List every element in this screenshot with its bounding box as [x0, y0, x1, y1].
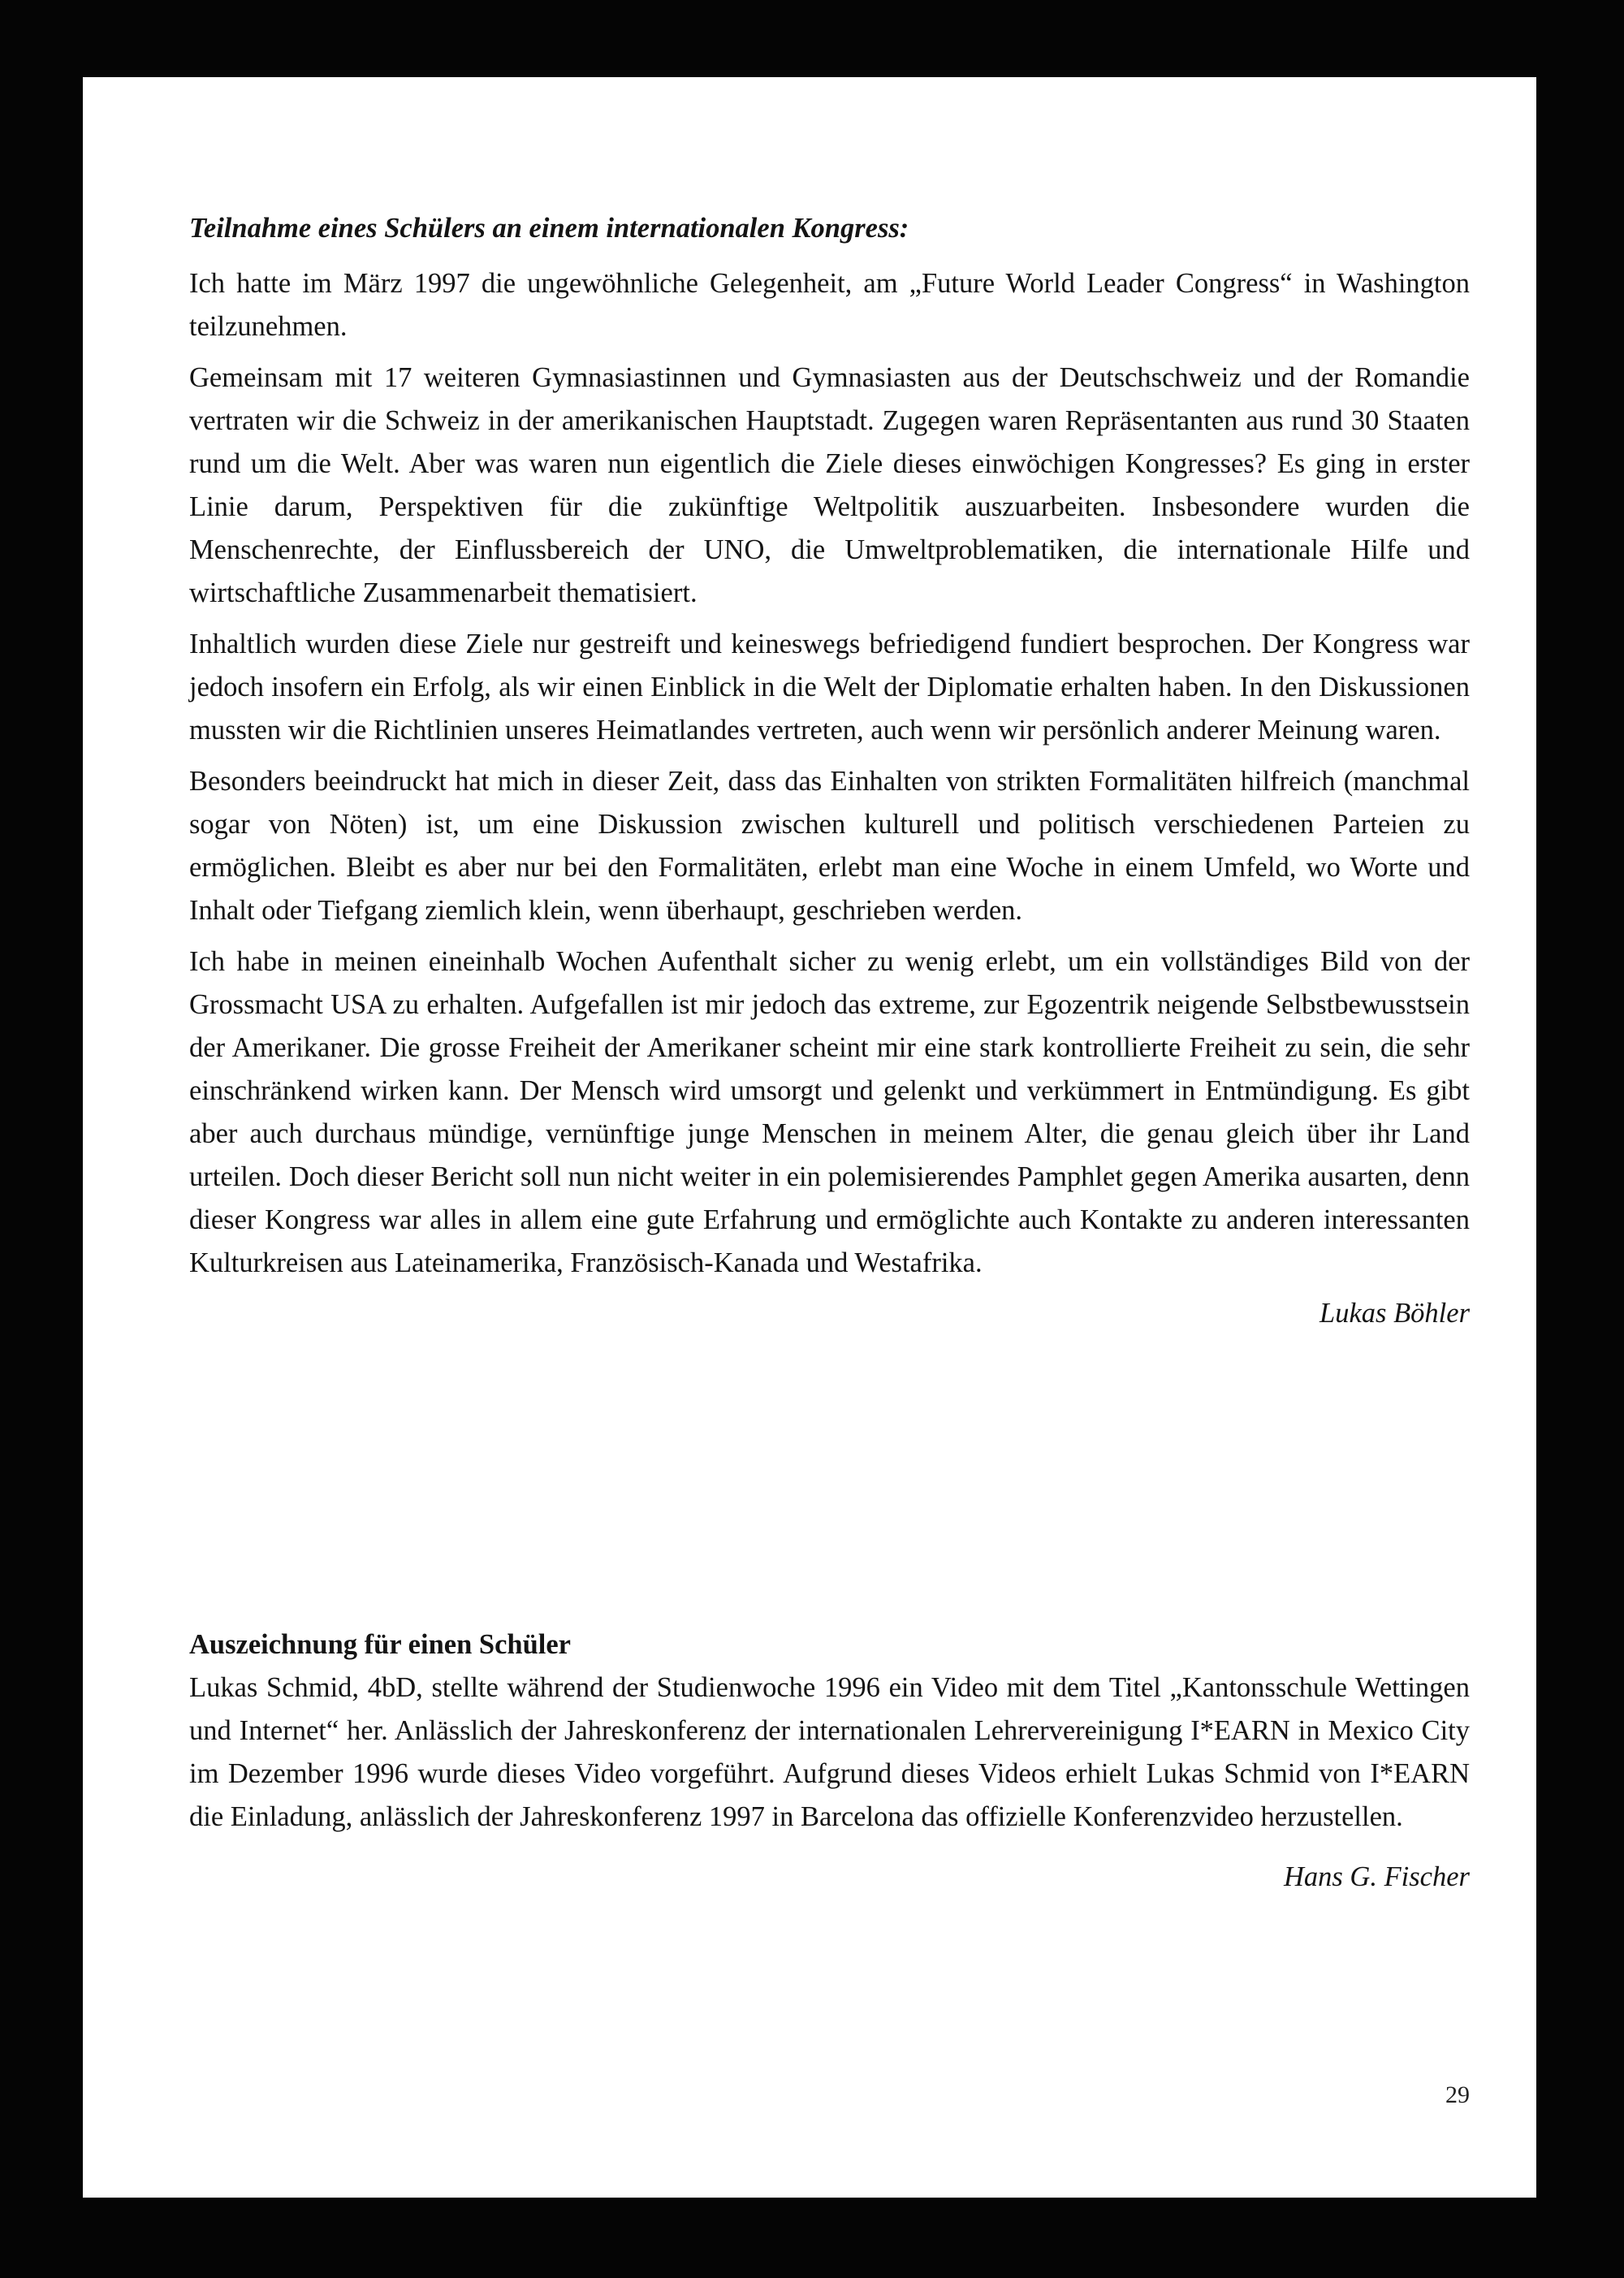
article-heading: Auszeichnung für einen Schüler: [189, 1629, 571, 1660]
author-signature: Lukas Böhler: [1320, 1298, 1470, 1329]
article-paragraph: Besonders beeindruckt hat mich in dieser Zeit, dass das Einhalten von strikten Formalitäten hilfreich (manchmal sogar von Nöten) ist, um eine Diskussion zwischen kulturell und politisch verschiedenen Parteien zu ermöglichen. Bleibt es aber nur bei den Formalitäten, erlebt man eine Woche in einem Umfeld, wo Worte und Inhalt oder Tiefgang ziemlich klein, wenn überhaupt, geschrieben werden.: [189, 766, 1470, 926]
article-award: [189, 1623, 1470, 1899]
article-paragraph: Ich hatte im März 1997 die ungewöhnliche Gelegenheit, am „Future World Leader Congress“ in Washington teilzunehmen.: [189, 268, 1470, 342]
author-signature: Hans G. Fischer: [1283, 1861, 1470, 1892]
article-paragraph: Ich habe in meinen eineinhalb Wochen Aufenthalt sicher zu wenig erlebt, um ein vollständiges Bild von der Grossmacht USA zu erhalten. Aufgefallen ist mir jedoch das extreme, zur Egozentrik neigende Selbstbewusstsein der Amerikaner. Die grosse Freiheit der Amerikaner scheint mir eine stark kontrollierte Freiheit zu sein, die sehr einschränkend wirken kann. Der Mensch wird umsorgt und gelenkt und verkümmert in Entmündigung. Es gibt aber auch durchaus mündige, vernünftige junge Menschen in meinem Alter, die genau gleich über ihr Land urteilen. Doch dieser Bericht soll nun nicht weiter in ein polemisierendes Pamphlet gegen Amerika ausarten, denn dieser Kongress war alles in allem eine gute Erfahrung und ermöglichte auch Kontakte zu anderen interessanten Kulturkreisen aus Lateinamerika, Französisch-Kanada und Westafrika.: [189, 946, 1470, 1278]
document-page: [83, 77, 1536, 2198]
article-paragraph: Inhaltlich wurden diese Ziele nur gestreift und keineswegs befriedigend fundiert besprochen. Der Kongress war jedoch insofern ein Erfolg, als wir einen Einblick in die Welt der Diplomatie erhalten haben. In den Diskussionen mussten wir die Richtlinien unseres Heimatlandes vertreten, auch wenn wir persönlich anderer Meinung waren.: [189, 629, 1470, 746]
article-paragraph: Lukas Schmid, 4bD, stellte während der Studienwoche 1996 ein Video mit dem Titel „Kantonsschule Wettingen und Internet“ her. Anlässlich der Jahreskonferenz der internationalen Lehrervereinigung I*EARN in Mexico City im Dezember 1996 wurde dieses Video vorgeführt. Aufgrund dieses Videos erhielt Lukas Schmid von I*EARN die Einladung, anlässlich der Jahreskonferenz 1997 in Barcelona das offizielle Konferenzvideo herzustellen.: [189, 1672, 1470, 1832]
article-congress: [189, 207, 1470, 1335]
page-number: 29: [1445, 2081, 1470, 2108]
article-heading: Teilnahme eines Schülers an einem internationalen Kongress:: [189, 213, 909, 244]
article-paragraph: Gemeinsam mit 17 weiteren Gymnasiastinnen und Gymnasiasten aus der Deutschschweiz und der Romandie vertraten wir die Schweiz in der amerikanischen Hauptstadt. Zugegen waren Repräsentanten aus rund 30 Staaten rund um die Welt. Aber was waren nun eigentlich die Ziele dieses einwöchigen Kongresses? Es ging in erster Linie darum, Perspektiven für die zukünftige Weltpolitik auszuarbeiten. Insbesondere wurden die Menschenrechte, der Einflussbereich der UNO, die Umweltproblematiken, die internationale Hilfe und wirtschaftliche Zusammenarbeit thematisiert.: [189, 362, 1470, 608]
